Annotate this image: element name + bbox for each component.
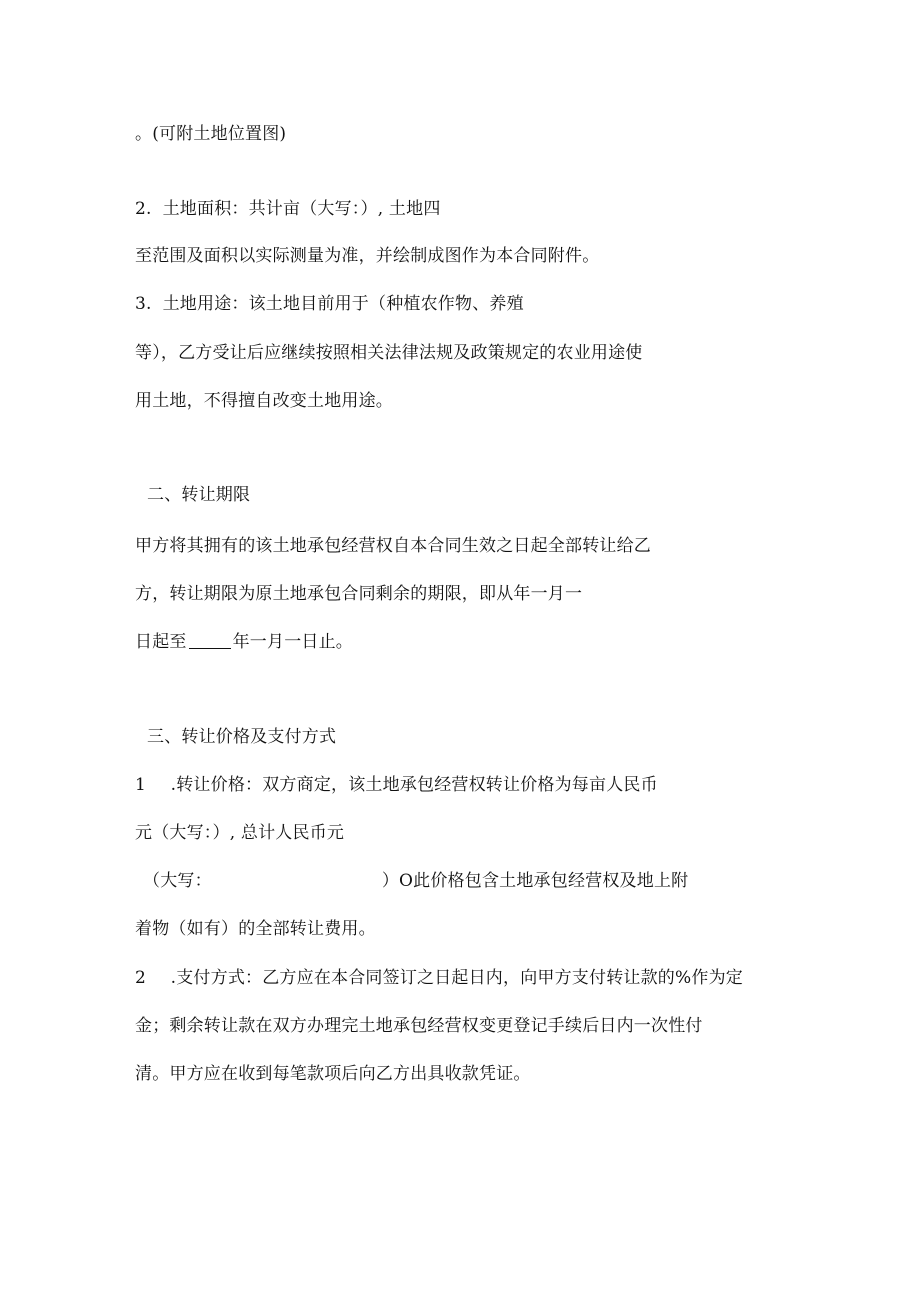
text-line-price-includes [143,869,688,893]
text-segment: （大写： [143,871,212,891]
text-line: 等），乙方受让后应继续按照相关法律法规及政策规定的农业用途使 [135,343,643,363]
clause-text: .转让价格：双方商定，该土地承包经营权转让价格为每亩人民币 [170,775,658,795]
text-line: 甲方将其拥有的该土地承包经营权自本合同生效之日起全部转让给乙 [135,536,651,556]
clause-payment-method [135,966,743,990]
text-line-location-note: 。(可附土地位置图) [135,124,287,144]
clause-land-area [135,197,441,221]
text-line: 着物（如有）的全部转让费用。 [135,919,376,939]
clause-text: 土地面积：共计亩（大写：）, 土地四 [162,199,441,219]
text-segment: ）O此价格包含土地承包经营权及地上附 [381,871,689,891]
clause-number: 2. [135,199,152,219]
clause-number: 3. [135,294,152,314]
text-line: 至范围及面积以实际测量为准，并绘制成图作为本合同附件。 [135,246,600,266]
text-segment: 年一月一日止。 [232,632,354,652]
section-heading-price-payment: 三、转让价格及支付方式 [147,727,337,747]
text-line: 元（大写：）, 总计人民币元 [135,823,345,843]
clause-number: 2 [135,968,147,988]
blank-year-field [189,630,231,649]
text-line: 方，转让期限为原土地承包合同剩余的期限，即从年一月一 [135,584,583,604]
section-heading-transfer-term: 二、转让期限 [147,485,251,505]
clause-land-use [135,292,524,316]
clause-text: .支付方式：乙方应在本合同签订之日起日内，向甲方支付转让款的%作为定 [170,968,743,988]
text-line: 清。甲方应在收到每笔款项后向乙方出具收款凭证。 [135,1064,531,1084]
text-line: 用土地，不得擅自改变土地用途。 [135,391,393,411]
clause-transfer-price [135,773,658,797]
clause-number: 1 [135,775,147,795]
text-line: 金；剩余转让款在双方办理完土地承包经营权变更登记手续后日内一次性付 [135,1016,703,1036]
text-segment: 日起至 [135,632,187,652]
clause-text: 土地用途：该土地目前用于（种植农作物、养殖 [162,294,524,314]
text-line-term-end [135,630,353,654]
